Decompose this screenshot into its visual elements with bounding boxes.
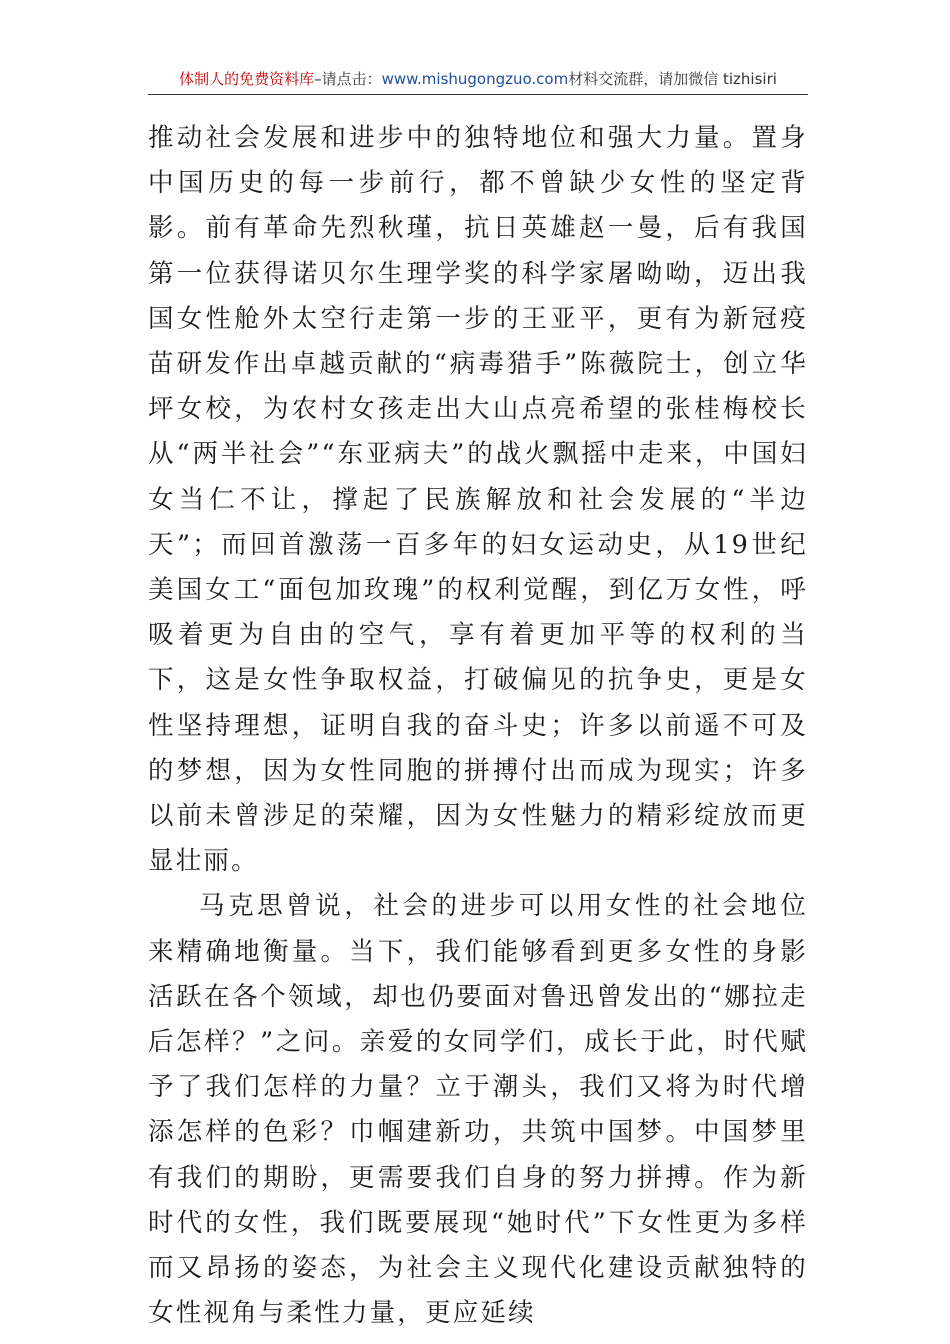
header-brand: 体制人的免费资料库 — [179, 70, 315, 88]
header-link[interactable]: www.mishugongzuo.com — [381, 70, 569, 88]
header-contact-note: 材料交流群，请加微信 tizhisiri — [568, 70, 777, 88]
header-prompt: –请点击： — [314, 70, 382, 88]
page-header — [148, 66, 808, 95]
body-paragraph: 马克思曾说，社会的进步可以用女性的社会地位来精确地衡量。当下，我们能够看到更多女性的身影活跃在各个领域，却也仍要面对鲁迅曾发出的“娜拉走后怎样？”之问。亲爱的女同学们，成长于此，时代赋予了我们怎样的力量？立于潮头，我们又将为时代增添怎样的色彩？巾帼建新功，共筑中国梦。中国梦里有我们的期盼，更需要我们自身的努力拼搏。作为新时代的女性，我们既要展现“她时代”下女性更为多样而又昂扬的姿态，为社会主义现代化建设贡献独特的女性视角与柔性力量，更应延续 — [148, 891, 808, 1329]
document-body — [148, 116, 808, 1336]
body-paragraph: 推动社会发展和进步中的独特地位和强大力量。置身中国历史的每一步前行，都不曾缺少女性的坚定背影。前有革命先烈秋瑾，抗日英雄赵一曼，后有我国第一位获得诺贝尔生理学奖的科学家屠呦呦，迈出我国女性舱外太空行走第一步的王亚平，更有为新冠疫苗研发作出卓越贡献的“病毒猎手”陈薇院士，创立华坪女校，为农村女孩走出大山点亮希望的张桂梅校长从“两半社会”“东亚病夫”的战火飘摇中走来，中国妇女当仁不让，撑起了民族解放和社会发展的“半边天”；而回首激荡一百多年的妇女运动史，从19世纪美国女工“面包加玫瑰”的权利觉醒，到亿万女性，呼吸着更为自由的空气，享有着更加平等的权利的当下，这是女性争取权益，打破偏见的抗争史，更是女性坚持理想，证明自我的奋斗史；许多以前遥不可及的梦想，因为女性同胞的拼搏付出而成为现实；许多以前未曾涉足的荣耀，因为女性魅力的精彩绽放而更显壮丽。 — [148, 123, 808, 877]
